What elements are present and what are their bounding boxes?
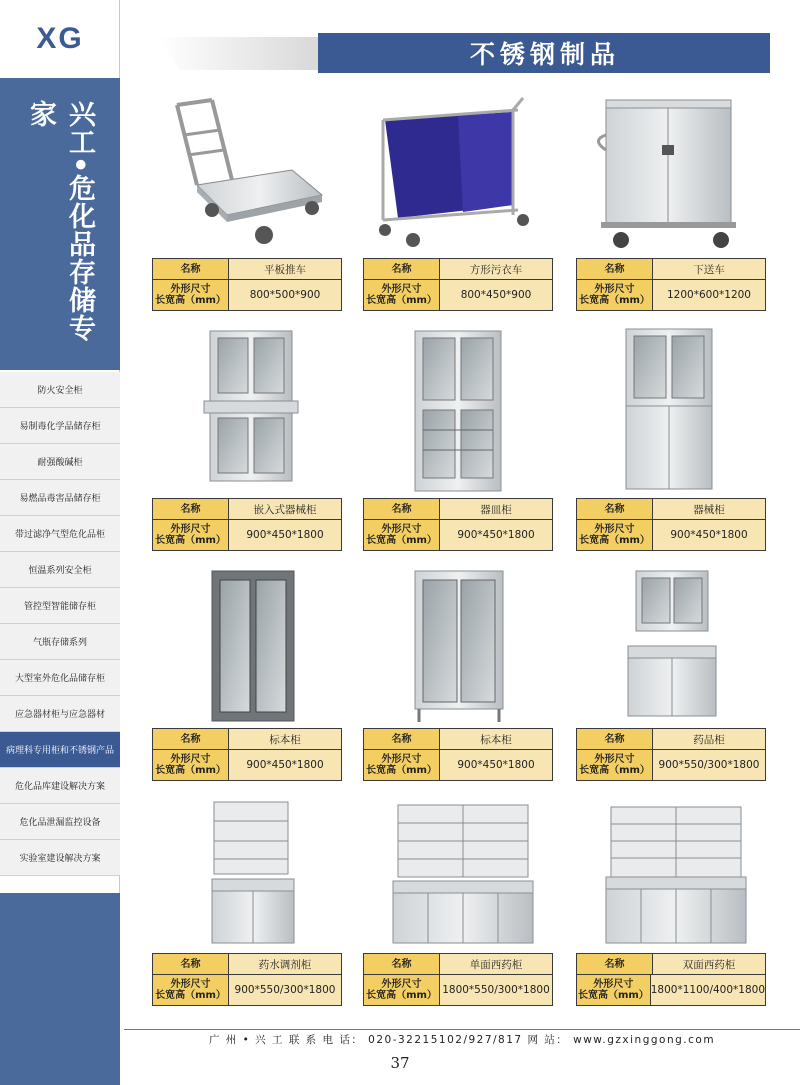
spec-table [152,258,342,311]
spec-name-label: 名称 [364,499,440,519]
product-size: 800*450*900 [460,289,532,301]
footer-divider [124,1029,800,1030]
brand-slogan-text: 兴工•危化品存储专家 [25,100,95,343]
nav-item-pathology-stainless[interactable]: 病理科专用柜和不锈钢产品 [0,732,120,768]
product-size: 900*450*1800 [670,529,748,541]
spec-size-label: 外形尺寸 长宽高（mm） [153,280,229,310]
header-accent [160,37,320,70]
nav-item-outdoor[interactable]: 大型室外危化品储存柜 [0,660,120,696]
nav-item-precursor-chem[interactable]: 易制毒化学品储存柜 [0,408,120,444]
sidebar [0,0,120,1085]
nav-item-warehouse-solution[interactable]: 危化品库建设解决方案 [0,768,120,804]
product-name: 方形污衣车 [469,263,523,276]
spec-table [576,498,766,551]
brand-logo: XG [36,22,84,55]
spec-size-label: 外形尺寸 长宽高（mm） [153,520,229,550]
double-pharmacy-cabinet-icon [576,797,766,953]
spec-table [152,498,342,551]
instrument-cabinet-icon [576,326,766,498]
nav-item-fireproof[interactable]: 防火安全柜 [0,372,120,408]
specimen-cabinet-legs-icon [363,566,553,728]
product-size: 1800*550/300*1800 [442,984,550,996]
product-size: 900*550/300*1800 [234,984,336,996]
spec-name-label: 名称 [577,259,653,279]
product-name: 单面西药柜 [469,958,523,971]
vessel-cabinet-icon [363,326,553,498]
spec-name-label: 名称 [153,259,229,279]
spec-name-label: 名称 [364,259,440,279]
sidebar-bottom-band [0,893,120,1085]
product-size: 900*450*1800 [246,529,324,541]
nav-item-lab-solution[interactable]: 实验室建设解决方案 [0,840,120,876]
product-name: 平板推车 [264,263,306,276]
single-pharmacy-cabinet-icon [363,797,553,953]
product-size: 1200*600*1200 [667,289,751,301]
spec-table [363,953,553,1006]
spec-name-label: 名称 [153,729,229,749]
dispensing-cabinet-icon [152,797,342,953]
nav-item-flammable-toxic[interactable]: 易燃品毒害品储存柜 [0,480,120,516]
spec-size-label: 外形尺寸 长宽高（mm） [577,975,651,1005]
medicine-cabinet-icon [576,566,766,728]
embedded-cabinet-icon [152,326,342,498]
product-size: 900*450*1800 [457,759,535,771]
spec-table [152,953,342,1006]
spec-name-label: 名称 [577,954,653,974]
spec-size-label: 外形尺寸 长宽高（mm） [364,750,440,780]
spec-size-label: 外形尺寸 长宽高（mm） [364,280,440,310]
spec-size-label: 外形尺寸 长宽高（mm） [577,750,653,780]
spec-table [576,953,766,1006]
flat-cart-icon [152,90,342,258]
spec-name-label: 名称 [153,499,229,519]
nav-item-gas-cylinder[interactable]: 气瓶存储系列 [0,624,120,660]
nav-item-filtered[interactable]: 带过滤净气型危化品柜 [0,516,120,552]
product-name: 药水调剂柜 [258,958,312,971]
spec-size-label: 外形尺寸 长宽高（mm） [577,280,653,310]
nav-item-emergency[interactable]: 应急器材柜与应急器材 [0,696,120,732]
product-size: 900*550/300*1800 [658,759,760,771]
spec-table [576,728,766,781]
product-name: 下送车 [693,263,725,276]
page-number: 37 [390,1054,410,1072]
product-size: 900*450*1800 [457,529,535,541]
specimen-cabinet-icon [152,566,342,728]
spec-table [576,258,766,311]
spec-name-label: 名称 [577,729,653,749]
spec-table [363,258,553,311]
laundry-cart-icon [363,90,553,258]
spec-name-label: 名称 [153,954,229,974]
nav-item-leak-monitor[interactable]: 危化品泄漏监控设备 [0,804,120,840]
spec-name-label: 名称 [364,729,440,749]
spec-name-label: 名称 [364,954,440,974]
spec-size-label: 外形尺寸 长宽高（mm） [364,520,440,550]
product-name: 器皿柜 [480,503,512,516]
nav-item-acid-alkali[interactable]: 耐强酸碱柜 [0,444,120,480]
category-nav [0,372,120,876]
product-name: 器械柜 [693,503,725,516]
spec-table [363,498,553,551]
product-size: 900*450*1800 [246,759,324,771]
spec-size-label: 外形尺寸 长宽高（mm） [577,520,653,550]
product-name: 双面西药柜 [682,958,736,971]
spec-size-label: 外形尺寸 长宽高（mm） [153,975,229,1005]
spec-table [363,728,553,781]
product-name: 药品柜 [693,733,725,746]
spec-size-label: 外形尺寸 长宽高（mm） [364,975,440,1005]
footer-contact: 广 州 • 兴 工 联 系 电 话： 020-32215102/927/817 网 站： www.gzxinggong.com [208,1034,716,1046]
nav-item-smart-storage[interactable]: 管控型智能储存柜 [0,588,120,624]
closed-cart-icon [576,90,766,258]
product-name: 标本柜 [269,733,301,746]
product-size: 800*500*900 [249,289,321,301]
product-size: 1800*1100/400*1800 [650,984,765,996]
page-title: 不锈钢制品 [469,40,620,69]
product-name: 标本柜 [480,733,512,746]
brand-slogan [0,100,120,350]
nav-item-thermostatic[interactable]: 恒温系列安全柜 [0,552,120,588]
spec-size-label: 外形尺寸 长宽高（mm） [153,750,229,780]
spec-name-label: 名称 [577,499,653,519]
spec-table [152,728,342,781]
product-name: 嵌入式器械柜 [253,503,317,516]
